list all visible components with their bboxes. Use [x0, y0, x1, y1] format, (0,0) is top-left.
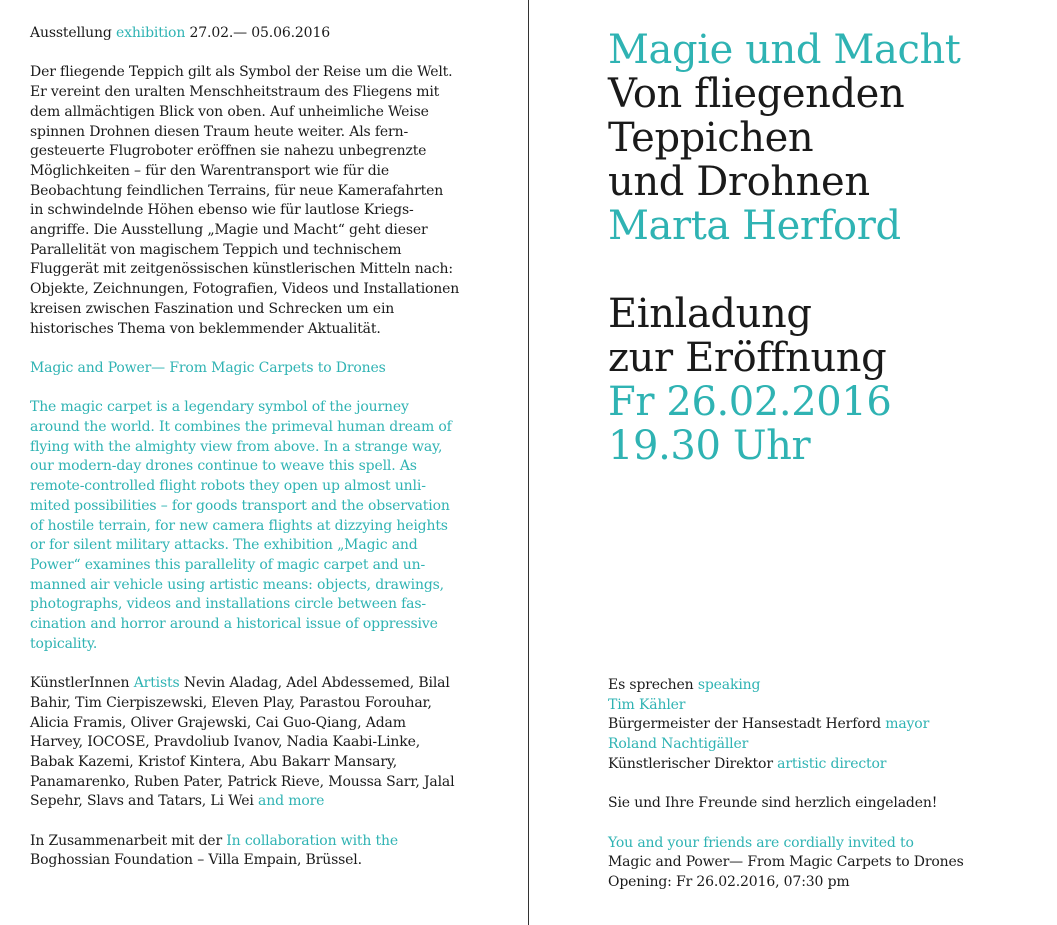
intro-en: The magic carpet is a legendary symbol of the journey around the world. It combines the primeval human dream of flying with the almighty view from above. In a strange way, our modern-day drones continue to weave this spell. As remote-controlled flight robots they open up almost unlimited possibilities – for goods transport and the observation of hostile terrain, for new camera flights at dizzying heights or for silent military attacks. The exhibition „Magic and Power“ examines this parallelity of magic carpet and unmanned air vehicle using artistic means: objects, drawings, photographs, videos and installations circle between fascination and horror around a historical issue of oppressive topicality. [30, 399, 452, 652]
exhibition-label-en: exhibition [116, 25, 186, 41]
speakers-heading [608, 676, 1048, 696]
collab-label-en: In collaboration with the [226, 832, 399, 849]
event-en: Magic and Power— From Magic Carpets to Drones [608, 854, 964, 871]
right-details-block [608, 676, 1048, 893]
title-line-1: Magie und Macht [608, 27, 961, 73]
speaker-1-name: Tim Kähler [608, 696, 686, 713]
left-page [30, 24, 460, 891]
title-line-4: und Drohnen [608, 159, 870, 205]
invite-line-2: zur Eröffnung [608, 335, 887, 381]
speaker-2-role-line [608, 755, 1048, 775]
welcome-de: Sie und Ihre Freunde sind herzlich eingeladen! [608, 795, 938, 812]
speakers-label: Es sprechen [608, 677, 694, 693]
collab-label: In Zusammenarbeit mit der [30, 832, 222, 849]
title-line-3: Teppichen [608, 115, 814, 161]
invite-line-1: Einladung [608, 291, 812, 337]
speaker-2-role: Künstlerischer Direktor [608, 755, 773, 772]
speaker-1-role-line [608, 715, 1048, 735]
speaker-2-role-en: artistic director [777, 755, 887, 772]
artists-label-en: Artists [133, 675, 180, 692]
invite-time: 19.30 Uhr [608, 423, 811, 469]
invite-date: Fr 26.02.2016 [608, 379, 892, 425]
artists-more: and more [258, 793, 325, 810]
speakers-label-en: speaking [697, 677, 761, 693]
welcome-en: You and your friends are cordially invited to [608, 834, 914, 851]
collab-partner: Boghossian Foundation – Villa Empain, Brüssel. [30, 852, 362, 869]
title-line-2: Von fliegenden [608, 71, 905, 117]
exhibition-dates: 27.02.— 05.06.2016 [189, 25, 330, 41]
artists-names: Nevin Aladag, Adel Abdessemed, Bilal Bahir, Tim Cierpiszewski, Eleven Play, Parastou Forouhar, Alicia Framis, Oliver Grajewski, Cai Guo-Qiang, Adam Harvey, IOCOSE, Pravdoliub Ivanov, Nadia Kaabi-Linke, Babak Kazemi, Kristof Kintera, Abu Bakarr Mansary, Panamarenko, Ruben Pater, Patrick Rieve, Moussa Sarr, Jalal Sepehr, Slavs and Tatars, Li Wei [30, 675, 455, 810]
right-title-block [608, 28, 1048, 468]
fold-divider [528, 0, 529, 925]
exhibition-label: Ausstellung [30, 25, 112, 41]
title-en: Magic and Power— From Magic Carpets to Drones [30, 359, 386, 376]
artists-block [30, 674, 460, 812]
speaker-1-role-en: mayor [885, 716, 930, 733]
artists-label: KünstlerInnen [30, 675, 130, 692]
speaker-1-role: Bürgermeister der Hansestadt Herford [608, 716, 881, 733]
collab-block [30, 832, 460, 871]
intro-de: Der fliegende Teppich gilt als Symbol der Reise um die Welt. Er vereint den uralten Menschheitstraum des Fliegens mit dem allmächtigen Blick von oben. Auf unheimliche Weise spinnen Drohnen diesen Traum heute weiter. Als ferngesteuerte Flugroboter eröffnen sie nahezu unbegrenzte Möglichkeiten – für den Warentransport wie für die Beobachtung feindlichen Terrains, für neue Kamerafahrten in schwindelnde Höhen ebenso wie für lautlose Kriegsangriffe. Die Ausstellung „Magie und Macht“ geht dieser Parallelität von magischem Teppich und technischem Fluggerät mit zeitgenössischen künstlerischen Mitteln nach: Objekte, Zeichnungen, Fotografien, Videos und Installationen kreisen zwischen Faszination und Schrecken um ein historisches Thema von beklemmender Aktualität. [30, 64, 460, 337]
opening-en: Opening: Fr 26.02.2016, 07:30 pm [608, 874, 850, 890]
venue: Marta Herford [608, 203, 901, 249]
speaker-2-name: Roland Nachtigäller [608, 736, 749, 753]
exhibition-line [30, 24, 460, 44]
